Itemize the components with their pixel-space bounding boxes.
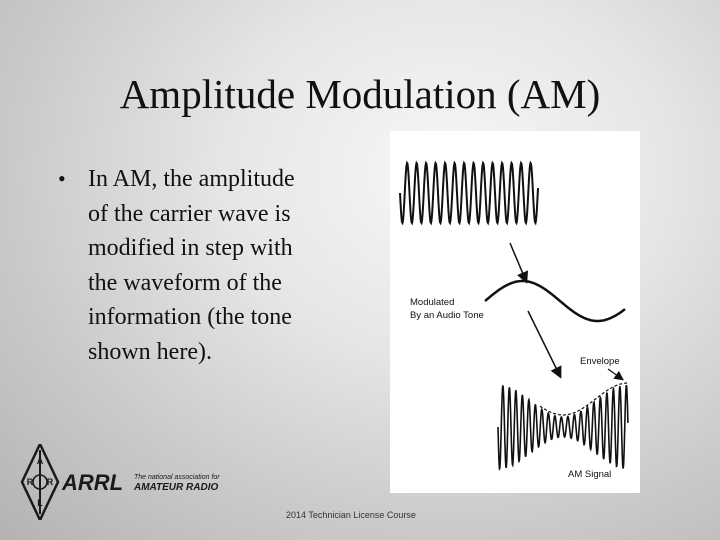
bullet-marker: • <box>58 166 66 191</box>
logo-letter-l: L <box>37 498 43 508</box>
logo-tagline-2: AMATEUR RADIO <box>134 482 219 493</box>
arrl-logo <box>20 444 250 520</box>
arrow-envelope <box>608 369 622 379</box>
carrier-wave <box>400 163 538 223</box>
bullet-line: of the carrier wave is <box>88 200 291 227</box>
bullet-line: In AM, the amplitude <box>88 166 295 192</box>
arrow-carrier-to-tone <box>510 243 526 281</box>
am-signal-wave <box>498 385 628 469</box>
slide-title: Amplitude Modulation (AM) <box>119 71 601 117</box>
logo-wordmark: ARRL <box>62 470 124 495</box>
label-by-audio-tone: By an Audio Tone <box>410 310 484 321</box>
logo-letter-r2: R <box>46 477 54 487</box>
logo-letter-r1: R <box>26 477 34 487</box>
bullet-line: information (the tone <box>88 304 292 330</box>
label-am-signal: AM Signal <box>568 469 612 480</box>
arrow-tone-to-am <box>528 311 560 376</box>
logo-letter-a: A <box>36 456 44 466</box>
logo-tagline-1: The national association for <box>134 474 220 481</box>
label-envelope: Envelope <box>580 356 620 367</box>
audio-tone-wave <box>485 281 625 321</box>
bullet-line: the waveform of the <box>88 269 282 296</box>
am-diagram <box>390 131 640 493</box>
bullet-text <box>58 162 358 369</box>
bullet-line: modified in step with <box>88 235 293 261</box>
footer-text: 2014 Technician License Course <box>286 510 416 520</box>
bullet-line: shown here). <box>88 338 212 365</box>
label-modulated: Modulated <box>410 297 455 308</box>
